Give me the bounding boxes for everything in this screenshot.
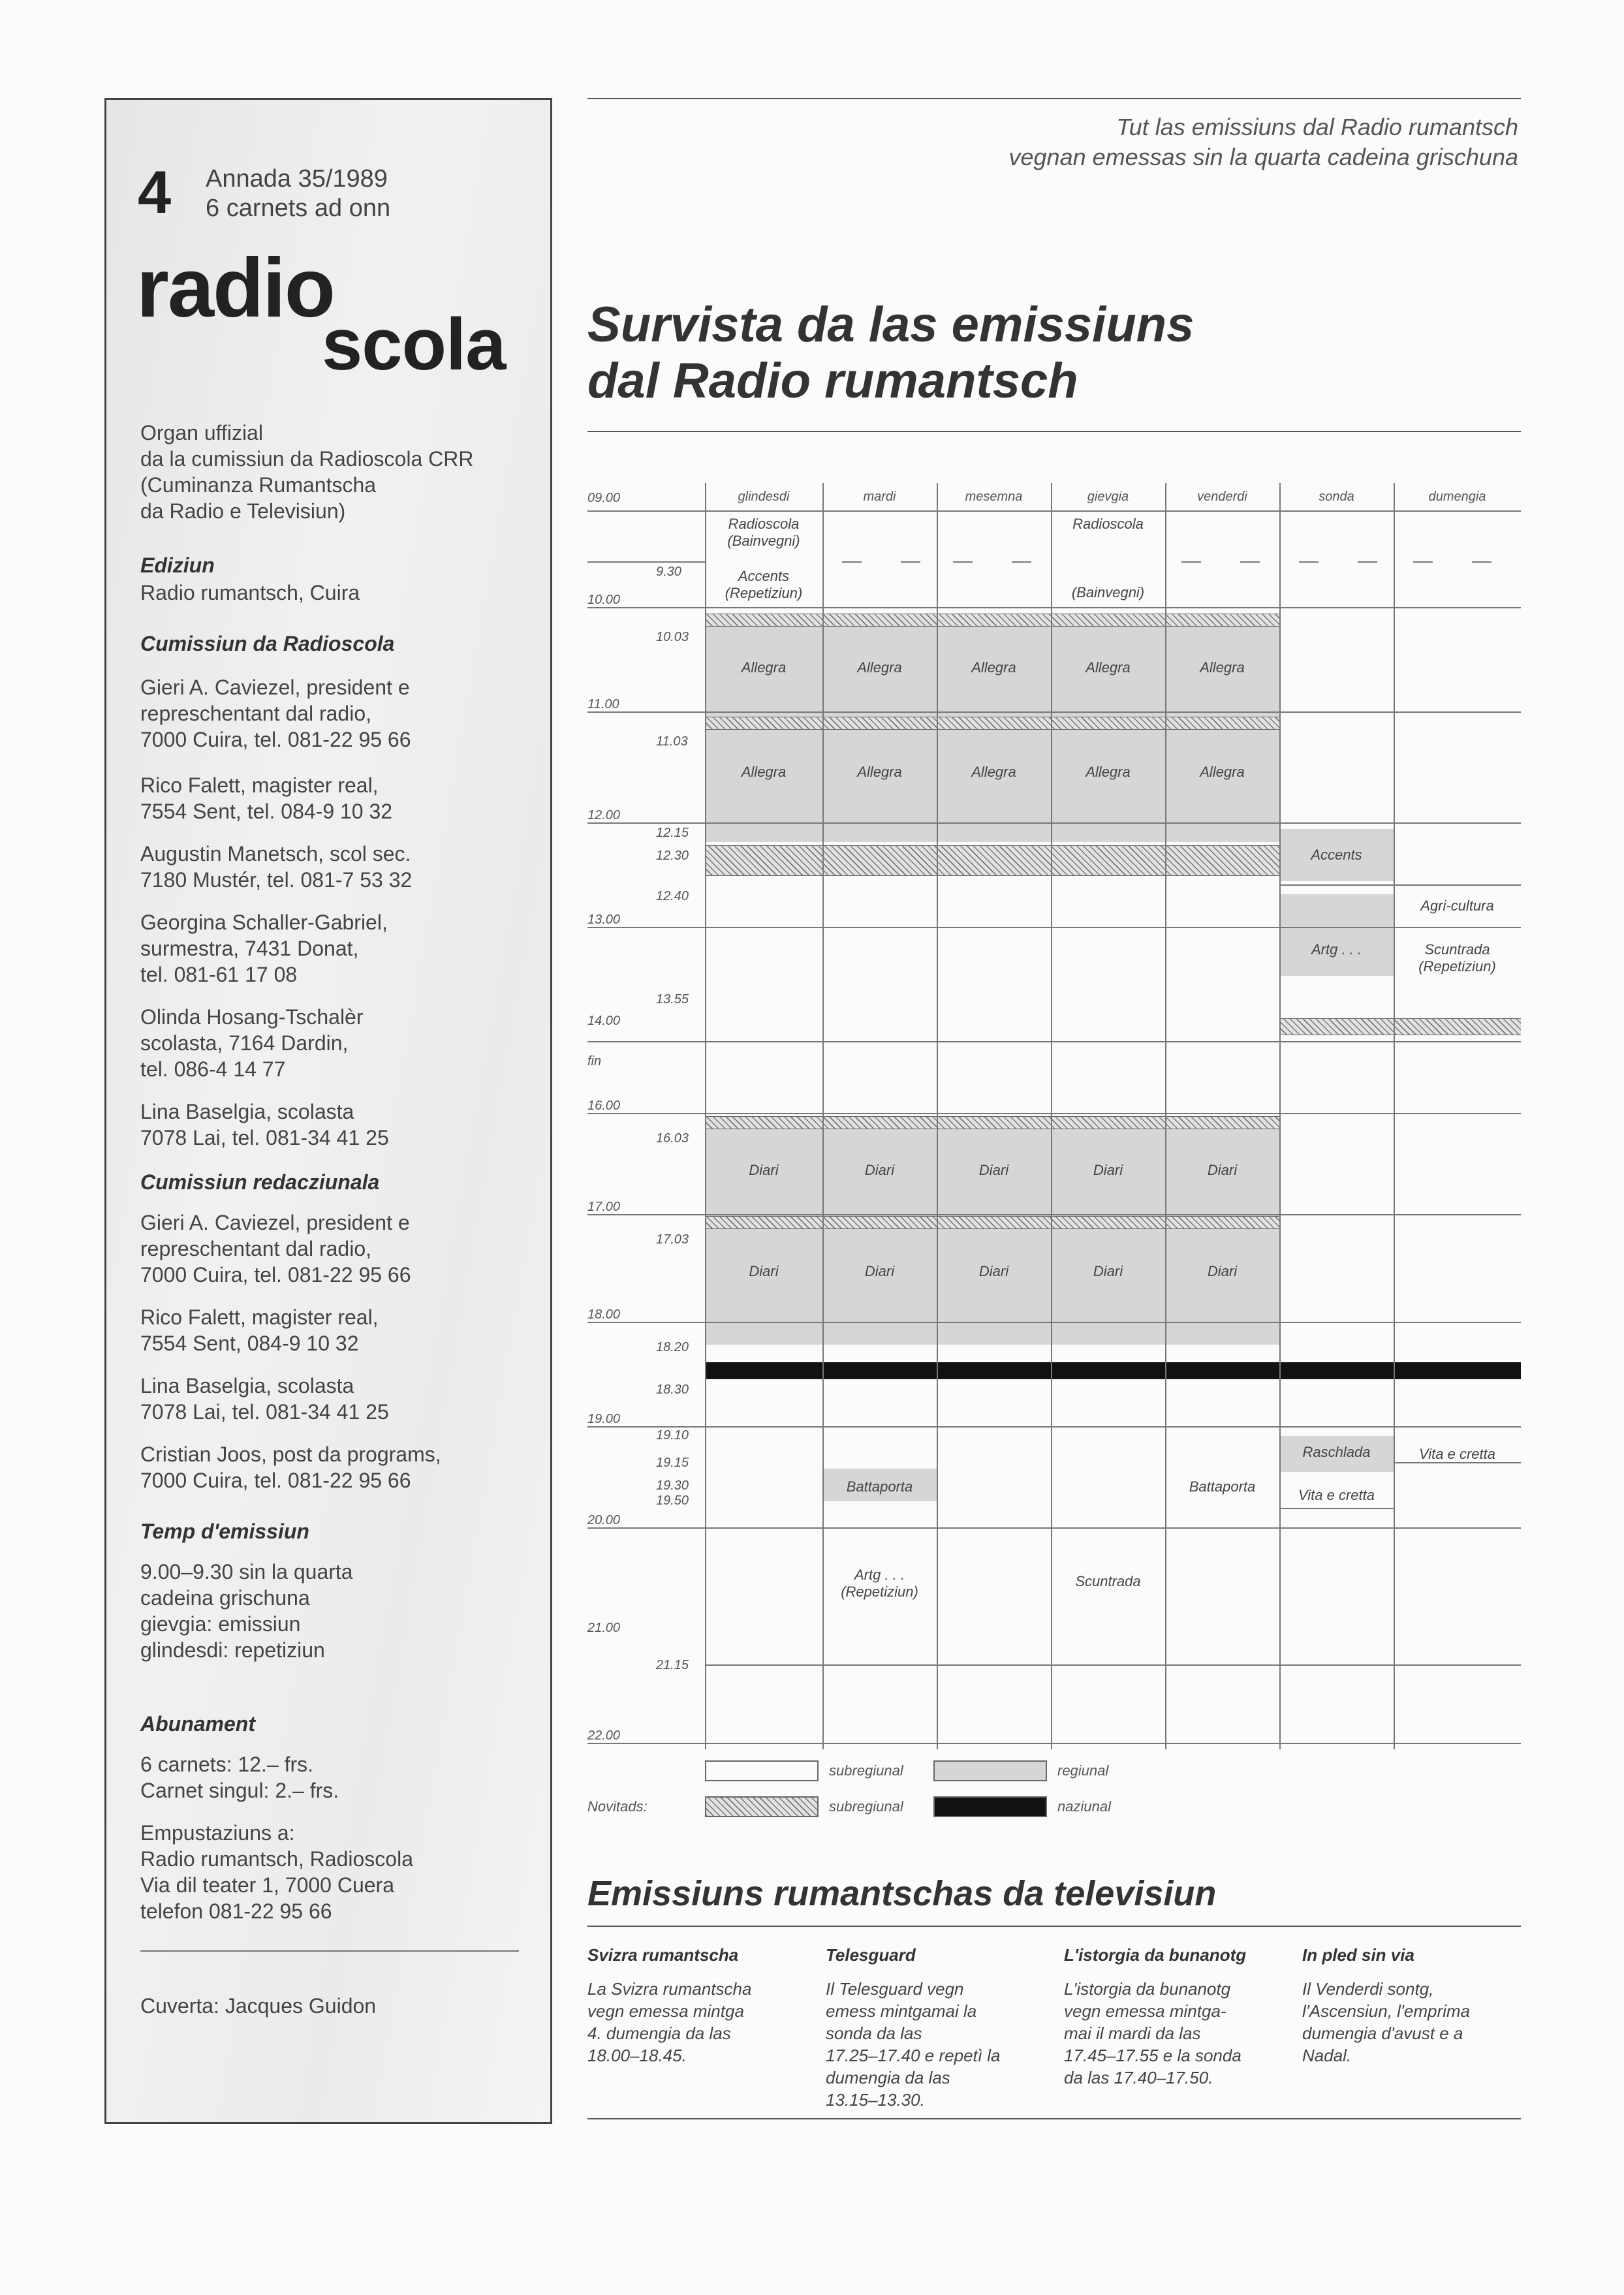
redaction-member-1: Gieri A. Caviezel, president e represchentant dal radio, 7000 Cuira, tel. 081-22 95 66 — [140, 1211, 411, 1287]
tick — [901, 561, 920, 563]
day-wednesday: mesemna — [965, 490, 1023, 504]
tick — [1181, 561, 1201, 563]
program-battaporta-tue: Battaporta — [846, 1478, 913, 1495]
news-strip-4 — [1279, 1018, 1521, 1035]
temp-text: 9.00–9.30 sin la quarta cadeina grischuna gievgia: emissiun glindesdi: repetiziun — [140, 1560, 353, 1662]
program-diari: Diari — [864, 1162, 895, 1178]
hour-label: 09.00 — [587, 491, 621, 505]
subtime-label: 18.30 — [656, 1382, 689, 1397]
program-radioscola-mon: Radioscola (Bainvegni) — [727, 516, 800, 549]
hour-line — [705, 1664, 1521, 1666]
member-3: Augustin Manetsch, scol sec. 7180 Mustér, tel. 081-7 53 32 — [140, 842, 413, 892]
program-diari: Diari — [749, 1263, 779, 1279]
program-diari: Diari — [978, 1162, 1009, 1178]
cumissiun-heading: Cumissiun da Radioscola — [140, 632, 395, 655]
tv-col-2-text: Il Telesguard vegn emess mintgamai la sonda da las 17.25–17.40 e repetì la dumengia da las 13.15–13.30. — [826, 1979, 1001, 2110]
subtime-label: 12.15 — [656, 826, 689, 840]
gap-dotted-3 — [937, 1044, 938, 1116]
sidebar — [104, 98, 552, 2124]
subtime-label: 12.40 — [656, 889, 689, 903]
hour-line — [587, 1214, 1521, 1215]
tv-col-3-head: L'istorgia da bunanotg — [1064, 1945, 1247, 1965]
redaction-member-3: Lina Baselgia, scolasta 7078 Lai, tel. 081-34 41 25 — [140, 1374, 389, 1424]
program-accents-sat: Accents — [1311, 847, 1362, 863]
legend-novitads: Novitads: — [587, 1798, 648, 1815]
regional-block-diari-2 — [705, 1227, 1279, 1345]
subtime-label: 11.03 — [656, 734, 688, 749]
program-allegra: Allegra — [1200, 764, 1245, 780]
hour-line — [587, 607, 1521, 608]
year-line: Annada 35/1989 — [206, 165, 388, 193]
program-scuntrada: Scuntrada — [1075, 1573, 1141, 1589]
tv-col-4-head: In pled sin via — [1302, 1945, 1414, 1965]
regional-block-allegra-2 — [705, 731, 1279, 842]
member-5: Olinda Hosang-Tschalèr scolasta, 7164 Dardin, tel. 086-4 14 77 — [140, 1005, 364, 1081]
subtime-label: 19.10 — [656, 1428, 689, 1443]
hour-line — [587, 711, 1521, 713]
hour-label: fin — [587, 1054, 602, 1069]
hour-line — [587, 1322, 1521, 1323]
day-saturday: sonda — [1319, 490, 1354, 504]
news-strip-5 — [705, 1116, 1279, 1129]
member-4: Georgina Schaller-Gabriel, surmestra, 7431 Donat, tel. 081-61 17 08 — [140, 911, 388, 986]
frequency-line: 6 carnets ad onn — [206, 195, 391, 222]
hour-label: 22.00 — [587, 1728, 621, 1743]
news-strip-1 — [705, 614, 1279, 627]
gap-dotted-4 — [1051, 1044, 1052, 1116]
program-allegra: Allegra — [1085, 764, 1131, 780]
header-rule — [587, 510, 1521, 512]
program-diari: Diari — [1093, 1162, 1123, 1178]
tv-col-2-head: Telesguard — [826, 1945, 916, 1965]
legend-grey-swatch — [933, 1760, 1047, 1781]
masthead-scola: scola — [322, 304, 506, 385]
program-vita-sun: Vita e cretta — [1419, 1446, 1495, 1462]
member-6: Lina Baselgia, scolasta 7078 Lai, tel. 081-34 41 25 — [140, 1100, 389, 1149]
abunament-heading: Abunament — [140, 1712, 255, 1736]
regional-block-artg — [1279, 894, 1394, 976]
hour-label: 18.00 — [587, 1307, 621, 1322]
program-raschlada: Raschlada — [1302, 1444, 1371, 1460]
program-allegra: Allegra — [741, 659, 787, 676]
day-thursday: gievgia — [1087, 490, 1129, 504]
tick — [1472, 561, 1491, 563]
cover-credit: Cuverta: Jacques Guidon — [140, 1994, 377, 2018]
program-battaporta-fri: Battaporta — [1189, 1478, 1256, 1495]
program-allegra: Allegra — [857, 659, 902, 676]
subtime-label: 19.50 — [656, 1493, 689, 1508]
subtime-label: 9.30 — [656, 565, 681, 579]
program-allegra: Allegra — [1200, 659, 1245, 676]
tick — [1240, 561, 1260, 563]
hour-line — [587, 561, 705, 563]
masthead-radio: radio — [136, 242, 334, 335]
subtime-label: 16.03 — [656, 1131, 689, 1146]
news-strip-6 — [705, 1216, 1279, 1229]
col-line-7 — [1394, 483, 1395, 1749]
hour-line — [587, 1113, 1521, 1114]
subtime-label: 19.15 — [656, 1456, 689, 1470]
hour-label: 16.00 — [587, 1099, 621, 1113]
program-diari: Diari — [1207, 1263, 1238, 1279]
legend-black-label: naziunal — [1057, 1798, 1111, 1815]
program-allegra: Allegra — [1085, 659, 1131, 676]
program-accents-mon: Accents (Repetiziun) — [725, 568, 803, 601]
program-allegra: Allegra — [971, 659, 1016, 676]
redaction-member-2: Rico Falett, magister real, 7554 Sent, 084-9 10 32 — [140, 1305, 379, 1355]
ediziun-heading: Ediziun — [140, 554, 215, 577]
program-allegra: Allegra — [741, 764, 787, 780]
program-vita-sat: Vita e cretta — [1298, 1487, 1375, 1503]
news-strip-3 — [705, 845, 1279, 876]
subtime-label: 17.03 — [656, 1232, 689, 1247]
tv-title: Emissiuns rumantschas da televisiun — [587, 1874, 1217, 1913]
legend-hatch-label: subregiunal — [829, 1798, 903, 1815]
redaction-heading: Cumissiun redacziunala — [140, 1170, 380, 1194]
member-1: Gieri A. Caviezel, president e represchentant dal radio, 7000 Cuira, tel. 081-22 95 66 — [140, 676, 411, 751]
tick — [1012, 561, 1031, 563]
regional-block-allegra-1 — [705, 627, 1279, 731]
subtime-label: 12.30 — [656, 849, 689, 863]
empustaziuns-text: Empustaziuns a: Radio rumantsch, Radioscola Via dil teater 1, 7000 Cuera telefon 081-22 95 66 — [140, 1821, 413, 1923]
top-rule — [587, 98, 1521, 99]
hour-line — [587, 1426, 1521, 1428]
program-scuntrada-rep: Scuntrada (Repetiziun) — [1418, 941, 1496, 975]
program-allegra: Allegra — [971, 764, 1016, 780]
hour-label: 21.00 — [587, 1621, 621, 1635]
program-bainvegni-thu: (Bainvegni) — [1071, 584, 1145, 601]
issue-number: 4 — [138, 159, 172, 226]
program-diari: Diari — [864, 1263, 895, 1279]
hour-label: 13.00 — [587, 913, 621, 927]
hour-label: 17.00 — [587, 1200, 621, 1214]
program-radioscola-thu: Radioscola — [1072, 516, 1144, 532]
legend-grey-label: regiunal — [1057, 1762, 1109, 1779]
program-artg-rep: Artg . . . (Repetiziun) — [841, 1567, 918, 1600]
hour-label: 14.00 — [587, 1014, 621, 1028]
member-2: Rico Falett, magister real, 7554 Sent, tel. 084-9 10 32 — [140, 773, 393, 823]
program-diari: Diari — [978, 1263, 1009, 1279]
program-allegra: Allegra — [857, 764, 902, 780]
program-diari: Diari — [749, 1162, 779, 1178]
day-friday: venderdi — [1197, 490, 1247, 504]
schedule-grid — [587, 476, 1521, 1756]
subtime-label: 18.20 — [656, 1340, 689, 1354]
hour-line — [587, 1743, 1521, 1744]
subtime-label: 13.55 — [656, 992, 689, 1007]
tv-col-1-head: Svizra rumantscha — [587, 1945, 739, 1965]
day-monday: glindesdi — [738, 490, 790, 504]
redaction-member-4: Cristian Joos, post da programs, 7000 Cuira, tel. 081-22 95 66 — [140, 1443, 441, 1492]
tick — [842, 561, 862, 563]
hour-line — [587, 1527, 1521, 1529]
subtime-label: 10.03 — [656, 630, 689, 644]
legend-white-swatch — [705, 1760, 819, 1781]
title-rule — [587, 431, 1521, 432]
ediziun-text: Radio rumantsch, Cuira — [140, 581, 360, 604]
legend-white-label: subregiunal — [829, 1762, 903, 1779]
tick — [1413, 561, 1433, 563]
program-diari: Diari — [1093, 1263, 1123, 1279]
legend-black-swatch — [933, 1796, 1047, 1817]
hour-line — [1279, 884, 1521, 886]
gap-dotted-1 — [705, 1044, 706, 1116]
gap-dotted-2 — [822, 1044, 824, 1116]
tick — [953, 561, 973, 563]
hour-label: 11.00 — [587, 697, 619, 711]
hour-line — [587, 822, 1521, 824]
day-tuesday: mardi — [863, 490, 896, 504]
subtime-label: 21.15 — [656, 1658, 689, 1672]
main-title: Survista da las emissiuns dal Radio rumantsch — [587, 297, 1195, 409]
subtime-label: 19.30 — [656, 1478, 689, 1493]
hour-line — [587, 927, 1521, 928]
tv-col-3-text: L'istorgia da bunanotg vegn emessa mintga- mai il mardi da las 17.45–17.55 e la sonda da las 17.40–17.50. — [1064, 1979, 1241, 2087]
hour-line — [1279, 1508, 1394, 1509]
abunament-text: 6 carnets: 12.– frs. Carnet singul: 2.– frs. — [140, 1753, 339, 1802]
hour-label: 12.00 — [587, 808, 621, 822]
temp-heading: Temp d'emissiun — [140, 1520, 309, 1543]
program-artg-sat: Artg . . . — [1311, 941, 1362, 958]
hour-line — [587, 1041, 1521, 1042]
hour-label: 19.00 — [587, 1412, 621, 1426]
tv-col-4-text: Il Venderdi sontg, l'Ascensiun, l'emprima dumengia d'avust e a Nadal. — [1302, 1979, 1471, 2065]
bottom-rule — [587, 2118, 1521, 2119]
organ-text: Organ uffizial da la cumissiun da Radioscola CRR (Cuminanza Rumantscha da Radio e Televisiun) — [140, 421, 474, 523]
sidebar-divider — [140, 1950, 519, 1952]
national-band — [705, 1362, 1521, 1379]
hour-label: 20.00 — [587, 1513, 621, 1527]
day-sunday: dumengia — [1428, 490, 1486, 504]
program-agri-cultura: Agri-cultura — [1420, 898, 1494, 914]
legend-hatch-swatch — [705, 1796, 819, 1817]
tagline: Tut las emissiuns dal Radio rumantsch vegnan emessas sin la quarta cadeina grischuna — [1008, 114, 1518, 170]
tick — [1358, 561, 1377, 563]
hour-label: 10.00 — [587, 593, 621, 607]
col-line-6 — [1279, 483, 1281, 1749]
program-diari: Diari — [1207, 1162, 1238, 1178]
tv-col-1-text: La Svizra rumantscha vegn emessa mintga 4. dumengia da las 18.00–18.45. — [587, 1979, 752, 2065]
tick — [1299, 561, 1319, 563]
tv-rule — [587, 1926, 1521, 1927]
news-strip-2 — [705, 717, 1279, 730]
